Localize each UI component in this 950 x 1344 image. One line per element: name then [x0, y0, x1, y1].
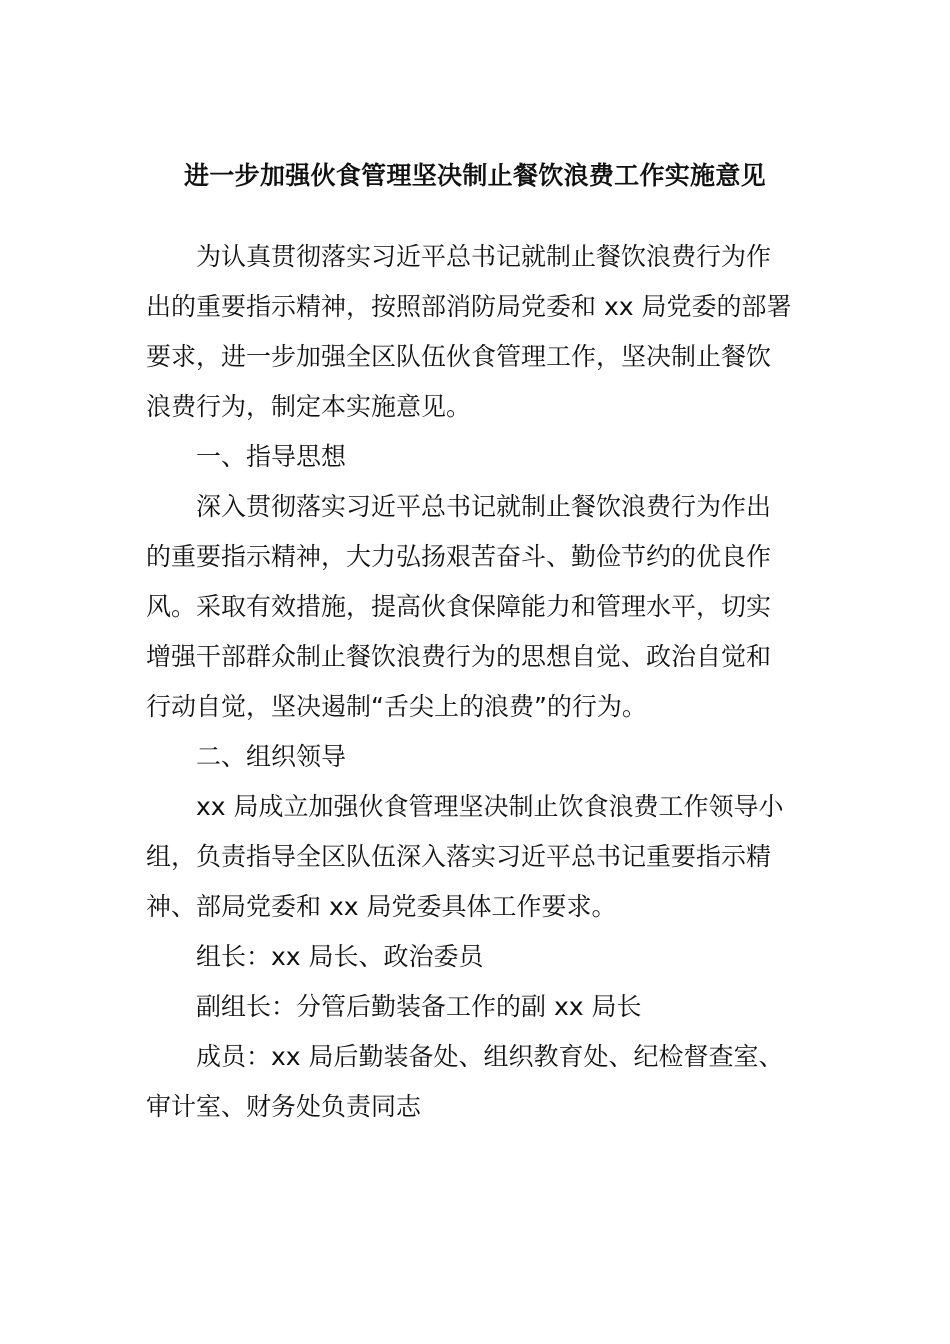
paragraph-line: 神、部局党委和 xx 局党委具体工作要求。 — [146, 892, 617, 921]
section-heading: 二、组织领导 — [196, 742, 347, 771]
paragraph-line: 出的重要指示精神，按照部消防局党委和 xx 局党委的部署 — [146, 292, 792, 321]
paragraph-line: 组，负责指导全区队伍深入落实习近平总书记重要指示精 — [146, 842, 772, 871]
paragraph-line: xx 局成立加强伙食管理坚决制止饮食浪费工作领导小 — [196, 792, 784, 821]
leader-line: 组长：xx 局长、政治委员 — [196, 942, 484, 971]
paragraph-line: 的重要指示精神，大力弘扬艰苦奋斗、勤俭节约的优良作 — [146, 542, 772, 571]
document-body — [146, 232, 806, 1132]
paragraph-line: 要求，进一步加强全区队伍伙食管理工作，坚决制止餐饮 — [146, 342, 772, 371]
paragraph-line: 为认真贯彻落实习近平总书记就制止餐饮浪费行为作 — [196, 242, 772, 271]
members-line: 成员：xx 局后勤装备处、组织教育处、纪检督查室、 — [196, 1042, 784, 1071]
paragraph-line: 增强干部群众制止餐饮浪费行为的思想自觉、政治自觉和 — [146, 642, 772, 671]
paragraph-line: 深入贯彻落实习近平总书记就制止餐饮浪费行为作出 — [196, 492, 772, 521]
members-line: 审计室、财务处负责同志 — [146, 1092, 422, 1121]
document-title: 进一步加强伙食管理坚决制止餐饮浪费工作实施意见 — [184, 161, 766, 190]
paragraph-line: 行动自觉，坚决遏制“舌尖上的浪费”的行为。 — [146, 692, 647, 721]
paragraph-line: 浪费行为，制定本实施意见。 — [146, 392, 472, 421]
paragraph-line: 风。采取有效措施，提高伙食保障能力和管理水平，切实 — [146, 592, 772, 621]
section-heading: 一、指导思想 — [196, 442, 347, 471]
deputy-leader-line: 副组长：分管后勤装备工作的副 xx 局长 — [196, 992, 642, 1021]
